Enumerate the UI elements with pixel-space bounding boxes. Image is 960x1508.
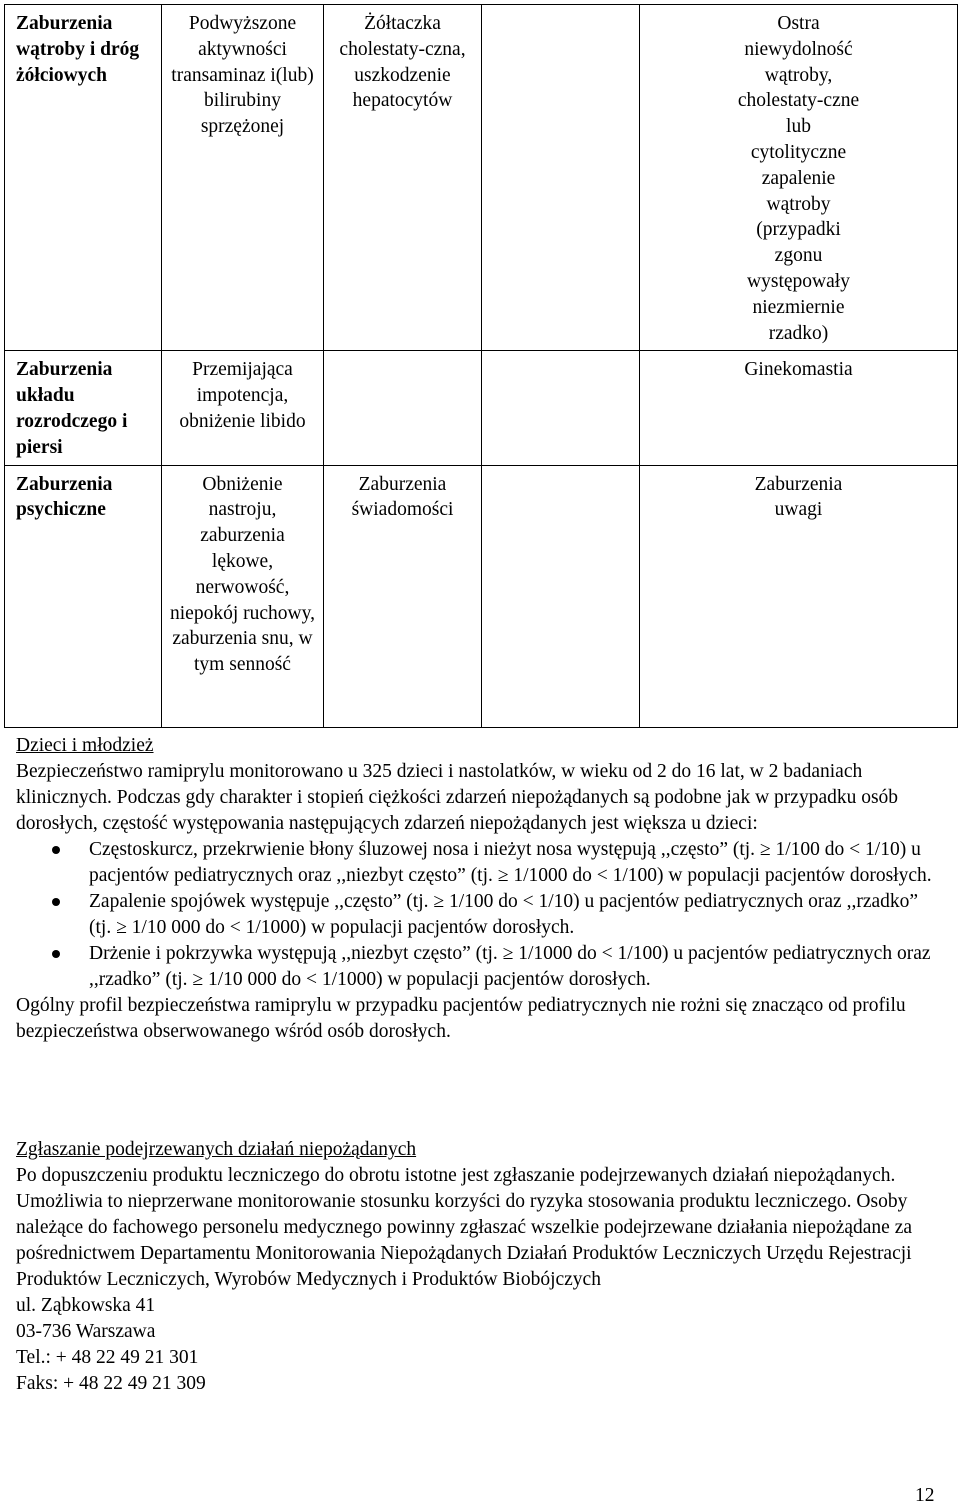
list-item: Drżenie i pokrzywka występują ,,niezbyt często” (tj. ≥ 1/1000 do < 1/100) u pacjentów pediatrycznych oraz ,,rzadko” (tj. ≥ 1/10 000 do < 1/1000) w populacji pacjentów dorosłych. — [16, 941, 936, 993]
pediatric-summary: Ogólny profil bezpieczeństwa ramiprylu w przypadku pacjentów pediatrycznych nie rożni się znacząco od profilu bezpieczeństwa obserwowanego wśród osób dorosłych. — [16, 995, 906, 1042]
frequency-cell: Ginekomastia — [640, 351, 958, 465]
organ-class-cell: Zaburzenia wątroby i dróg żółciowych — [5, 5, 162, 351]
frequency-cell: Zaburzenia uwagi — [640, 465, 958, 727]
frequency-cell — [324, 351, 482, 465]
organ-class-cell: Zaburzenia układu rozrodczego i piersi — [5, 351, 162, 465]
reporting-heading: Zgłaszanie podejrzewanych działań niepożądanych — [16, 1139, 417, 1160]
frequency-cell: Przemijająca impotencja, obniżenie libido — [162, 351, 324, 465]
pediatric-section — [16, 733, 936, 1045]
bullet-icon — [52, 898, 60, 906]
bullet-icon — [52, 846, 60, 854]
frequency-cell: Żółtaczka cholestaty-czna, uszkodzenie hepatocytów — [324, 5, 482, 351]
address-street: ul. Ząbkowska 41 — [16, 1295, 156, 1316]
table-row — [5, 5, 958, 351]
pediatric-heading: Dzieci i młodzież — [16, 735, 154, 756]
bullet-icon — [52, 950, 60, 958]
frequency-cell: Ostra niewydolność wątroby, cholestaty-czne lub cytolityczne zapalenie wątroby (przypadki zgonu występowały niezmiernie rzadko) — [640, 5, 958, 351]
frequency-cell — [482, 5, 640, 351]
list-item: Zapalenie spojówek występuje ,,często” (tj. ≥ 1/100 do < 1/10) u pacjentów pediatrycznych oraz ,,rzadko” (tj. ≥ 1/10 000 do < 1/1000) w populacji pacjentów dorosłych. — [16, 889, 936, 941]
page-number: 12 — [915, 1485, 935, 1506]
adverse-events-table — [4, 4, 958, 728]
frequency-cell — [482, 465, 640, 727]
phone-number: Tel.: + 48 22 49 21 301 — [16, 1347, 199, 1368]
table-row — [5, 351, 958, 465]
pediatric-intro: Bezpieczeństwo ramiprylu monitorowano u 325 dzieci i nastolatków, w wieku od 2 do 16 lat, w 2 badaniach klinicznych. Podczas gdy charakter i stopień ciężkości zdarzeń niepożądanych są podobne jak w przypadku osób dorosłych, częstość występowania następujących zdarzeń niepożądanych jest większa u dzieci: — [16, 761, 899, 834]
frequency-cell: Podwyższone aktywności transaminaz i(lub) bilirubiny sprzężonej — [162, 5, 324, 351]
organ-class-cell: Zaburzenia psychiczne — [5, 465, 162, 727]
frequency-cell — [482, 351, 640, 465]
address-city: 03-736 Warszawa — [16, 1321, 156, 1342]
list-item: Częstoskurcz, przekrwienie błony śluzowej nosa i nieżyt nosa występują ,,często” (tj. ≥ 1/100 do < 1/10) u pacjentów pediatrycznych oraz ,,niezbyt często” (tj. ≥ 1/1000 do < 1/100) w populacji pacjentów dorosłych. — [16, 837, 936, 889]
frequency-cell: Obniżenie nastroju, zaburzenia lękowe, nerwowość, niepokój ruchowy, zaburzenia snu, w tym senność — [162, 465, 324, 727]
reporting-section — [16, 1137, 936, 1397]
frequency-cell: Zaburzenia świadomości — [324, 465, 482, 727]
pediatric-list — [16, 837, 936, 993]
reporting-body: Po dopuszczeniu produktu leczniczego do obrotu istotne jest zgłaszanie podejrzewanych działań niepożądanych. Umożliwia to nieprzerwane monitorowanie stosunku korzyści do ryzyka stosowania produktu leczniczego. Osoby należące do fachowego personelu medycznego powinny zgłaszać wszelkie podejrzewane działania niepożądane za pośrednictwem Departamentu Monitorowania Niepożądanych Działań Produktów Leczniczych Urzędu Rejestracji Produktów Leczniczych, Wyrobów Medycznych i Produktów Biobójczych — [16, 1165, 913, 1290]
table-row — [5, 465, 958, 727]
fax-number: Faks: + 48 22 49 21 309 — [16, 1373, 206, 1394]
